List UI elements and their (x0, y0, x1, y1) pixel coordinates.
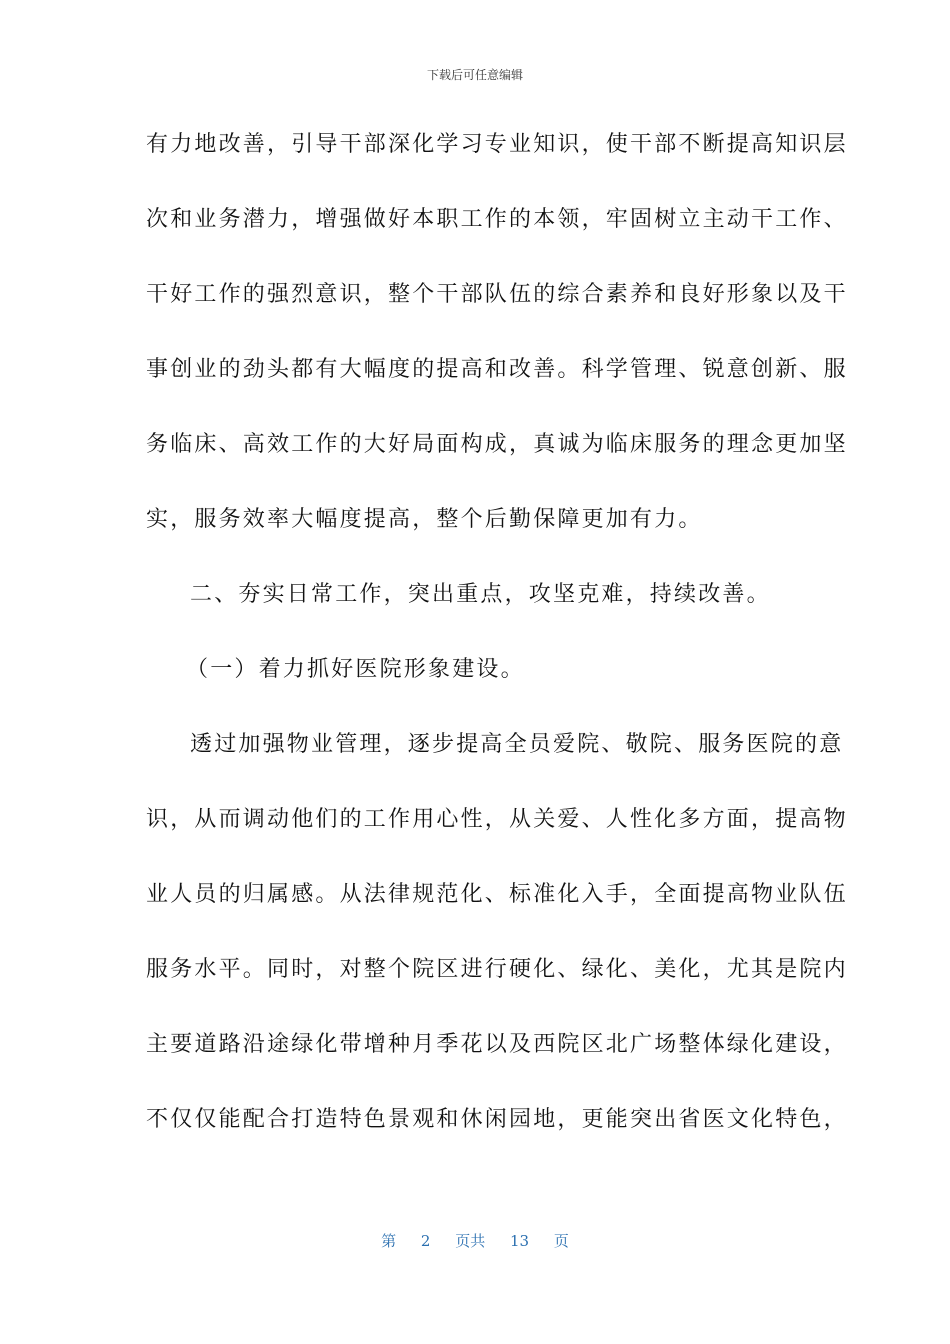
footer-total-pages: 13 (510, 1232, 530, 1250)
page-footer (0, 1230, 950, 1251)
footer-current-page: 2 (420, 1232, 431, 1250)
body-line: 干好工作的强烈意识，整个干部队伍的综合素养和良好形象以及干 (146, 282, 848, 307)
section-heading: 二、夯实日常工作，突出重点，攻坚克难，持续改善。 (190, 582, 771, 607)
body-line: 透过加强物业管理，逐步提高全员爱院、敬院、服务医院的意 (190, 732, 844, 757)
body-line: 识，从而调动他们的工作用心性，从关爱、人性化多方面，提高物 (146, 807, 848, 832)
body-line: 务临床、高效工作的大好局面构成，真诚为临床服务的理念更加坚 (146, 432, 848, 457)
footer-label-end: 页 (553, 1232, 569, 1250)
subsection-heading: （一）着力抓好医院形象建设。 (186, 657, 525, 682)
body-line: 有力地改善，引导干部深化学习专业知识，使干部不断提高知识层 (146, 132, 848, 157)
body-line: 事创业的劲头都有大幅度的提高和改善。科学管理、锐意创新、服 (146, 357, 848, 382)
footer-label-total: 页共 (455, 1232, 486, 1250)
body-line: 次和业务潜力，增强做好本职工作的本领，牢固树立主动干工作、 (146, 207, 848, 232)
body-line: 实，服务效率大幅度提高，整个后勤保障更加有力。 (146, 507, 703, 532)
body-line: 不仅仅能配合打造特色景观和休闲园地，更能突出省医文化特色， (146, 1107, 848, 1132)
body-line: 业人员的归属感。从法律规范化、标准化入手，全面提高物业队伍 (146, 882, 848, 907)
body-line: 主要道路沿途绿化带增种月季花以及西院区北广场整体绿化建设， (146, 1032, 848, 1057)
footer-label-page: 第 (381, 1232, 397, 1250)
header-note: 下载后可任意编辑 (426, 68, 523, 82)
body-line: 服务水平。同时，对整个院区进行硬化、绿化、美化，尤其是院内 (146, 957, 848, 982)
